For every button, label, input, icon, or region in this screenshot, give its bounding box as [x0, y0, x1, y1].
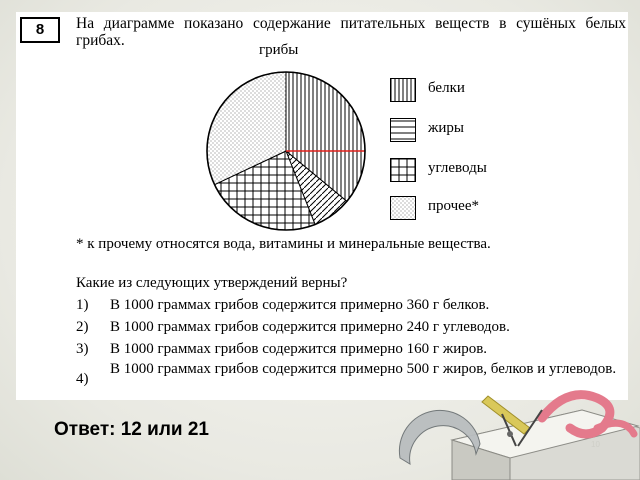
- legend-label: прочее*: [428, 198, 479, 214]
- pie-chart: [196, 62, 376, 242]
- option-text: В 1000 граммах грибов содержится примерно 500 г жиров, белков и углеводов.: [110, 361, 617, 377]
- vertical-lines-swatch-icon: [390, 78, 416, 102]
- slide-number: 10: [591, 440, 600, 449]
- option-number: 1): [76, 297, 89, 313]
- question-text: Какие из следующих утверждений верны?: [76, 275, 348, 291]
- option-number: 2): [76, 319, 89, 335]
- horizontal-lines-swatch-icon: [390, 118, 416, 142]
- legend-label: белки: [428, 80, 465, 96]
- option-text: В 1000 граммах грибов содержится примерно 360 г белков.: [110, 297, 490, 313]
- chart-title: грибы: [259, 42, 299, 58]
- option-text: В 1000 граммах грибов содержится примерно 160 г жиров.: [110, 341, 488, 357]
- option-number: 3): [76, 341, 89, 357]
- answer-text: Ответ: 12 или 21: [54, 419, 209, 440]
- footnote: * к прочему относятся вода, витамины и минеральные вещества.: [76, 236, 491, 252]
- book-and-tools-icon: [392, 388, 640, 480]
- option-text: В 1000 граммах грибов содержится примерно 240 г углеводов.: [110, 319, 510, 335]
- dots-swatch-icon: [390, 196, 416, 220]
- option-number: 4): [76, 371, 89, 387]
- legend-label: жиры: [428, 120, 464, 136]
- grid-swatch-icon: [390, 158, 416, 182]
- task-number: 8: [20, 17, 60, 43]
- task-intro: На диаграмме показано содержание питательных веществ в сушёных белых грибах.: [76, 15, 626, 49]
- legend-label: углеводы: [428, 160, 487, 176]
